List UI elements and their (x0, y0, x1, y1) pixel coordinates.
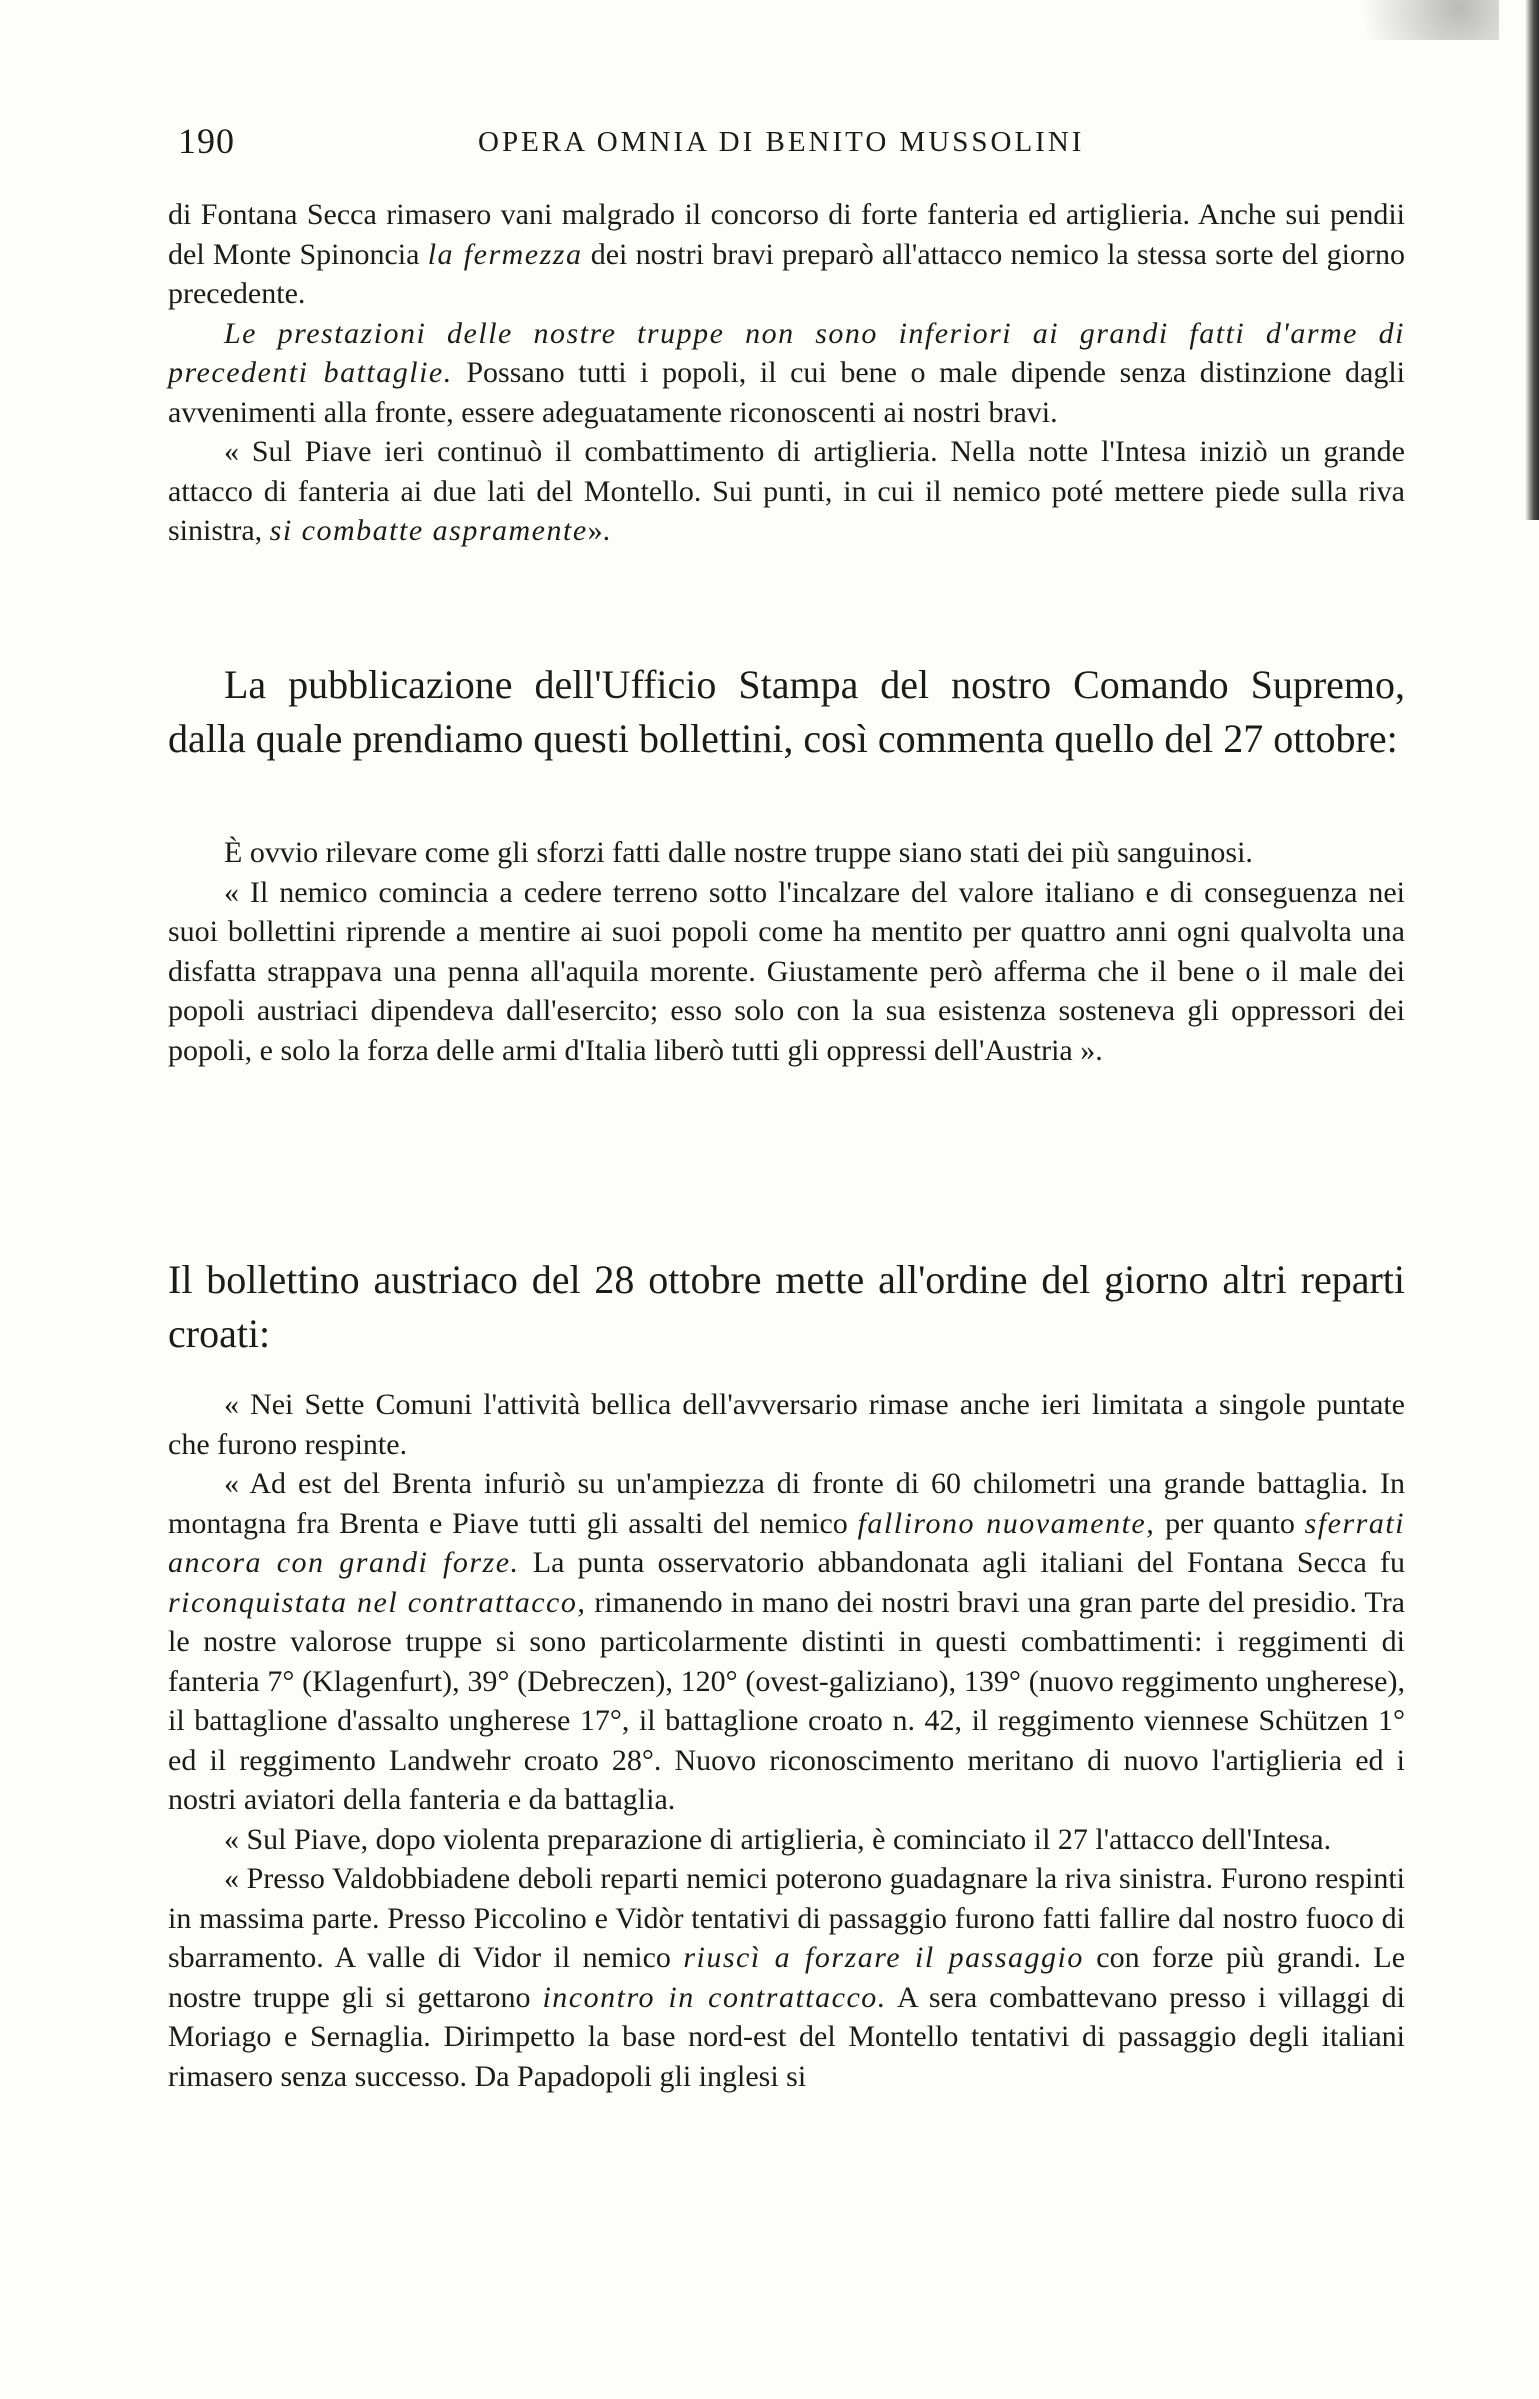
bulletin-text-3 (168, 1385, 1405, 2096)
paragraph: di Fontana Secca rimasero vani malgrado il concorso di forte fanteria ed artiglieria. Anche sui pendii del Monte Spinoncia la fermezza dei nostri bravi preparò all'attacco nemico la stessa sorte del giorno precedente. (168, 198, 1406, 310)
paragraph: « Sul Piave ieri continuò il combattimento di artiglieria. Nella notte l'Intesa iniziò un grande attacco di fanteria ai due lati del Montello. Sui punti, in cui il nemico poté mettere piede sulla riva sinistra, si combatte aspramente». (168, 435, 1405, 547)
page-number: 190 (178, 121, 235, 161)
commentary-1 (168, 658, 1405, 766)
commentary-2 (168, 1253, 1405, 1361)
page-header (178, 120, 1408, 170)
bulletin-text-2 (168, 833, 1405, 1070)
paragraph: È ovvio rilevare come gli sforzi fatti dalle nostre truppe siano stati dei più sanguinosi. (224, 836, 1253, 869)
paragraph: « Presso Valdobbiadene deboli reparti nemici poterono guadagnare la riva sinistra. Furono respinti in massima parte. Presso Piccolino e Vidòr tentativi di passaggio furono fatti fallire dal nostro fuoco di sbarramento. A valle di Vidor il nemico riuscì a forzare il passaggio con forze più grandi. Le nostre truppe gli si gettarono incontro in contrattacco. A sera combattevano presso i villaggi di Moriago e Sernaglia. Dirimpetto la base nord-est del Montello tentativi di passaggio degli italiani rimasero senza successo. Da Papadopoli gli inglesi si (168, 1862, 1406, 2093)
paragraph: Le prestazioni delle nostre truppe non sono inferiori ai grandi fatti d'arme di precedenti battaglie. Possano tutti i popoli, il cui bene o male dipende senza distinzione dagli avvenimenti alla fronte, essere adeguatamente riconoscenti ai nostri bravi. (168, 316, 1405, 429)
commentary-paragraph: La pubblicazione dell'Ufficio Stampa del nostro Comando Supremo, dalla quale prendiamo questi bollettini, così commenta quello del 27 ottobre: (168, 662, 1405, 761)
paragraph: « Nei Sette Comuni l'attività bellica dell'avversario rimase anche ieri limitata a singole puntate che furono respinte. (168, 1388, 1405, 1461)
running-title: OPERA OMNIA DI BENITO MUSSOLINI (478, 126, 1085, 158)
scan-artifact (1299, 0, 1499, 40)
commentary-paragraph: Il bollettino austriaco del 28 ottobre mette all'ordine del giorno altri reparti croati: (168, 1257, 1405, 1356)
paragraph: « Ad est del Brenta infuriò su un'ampiezza di fronte di 60 chilometri una grande battaglia. In montagna fra Brenta e Piave tutti gli assalti del nemico fallirono nuovamente, per quanto sferrati ancora con grandi forze. La punta osservatorio abbandonata agli italiani del Fontana Secca fu riconquistata nel contrattacco, rimanendo in mano dei nostri bravi una gran parte del presidio. Tra le nostre valorose truppe si sono particolarmente distinti in questi combattimenti: i reggimenti di fanteria 7° (Klagenfurt), 39° (Debreczen), 120° (ovest-galiziano), 139° (nuovo reggimento ungherese), il battaglione d'assalto ungherese 17°, il battaglione croato n. 42, il reggimento viennese Schützen 1° ed il reggimento Landwehr croato 28°. Nuovo riconoscimento meritano di nuovo l'artiglieria ed i nostri aviatori della fanteria e da battaglia. (168, 1467, 1406, 1816)
paragraph: « Il nemico comincia a cedere terreno sotto l'incalzare del valore italiano e di conseguenza nei suoi bollettini riprende a mentire ai suoi popoli come ha mentito per quattro anni ogni qualvolta una disfatta strappava una penna all'aquila morente. Giustamente però afferma che il bene o il male dei popoli austriaci dipendeva dall'esercito; esso solo con la sua esistenza sosteneva gli oppressori dei popoli, e solo la forza delle armi d'Italia liberò tutti gli oppressi dell'Austria ». (168, 875, 1405, 1067)
bulletin-text-1 (168, 195, 1405, 551)
page-edge-shadow (1525, 0, 1539, 520)
paragraph: « Sul Piave, dopo violenta preparazione di artiglieria, è cominciato il 27 l'attacco dell'Intesa. (224, 1822, 1332, 1856)
